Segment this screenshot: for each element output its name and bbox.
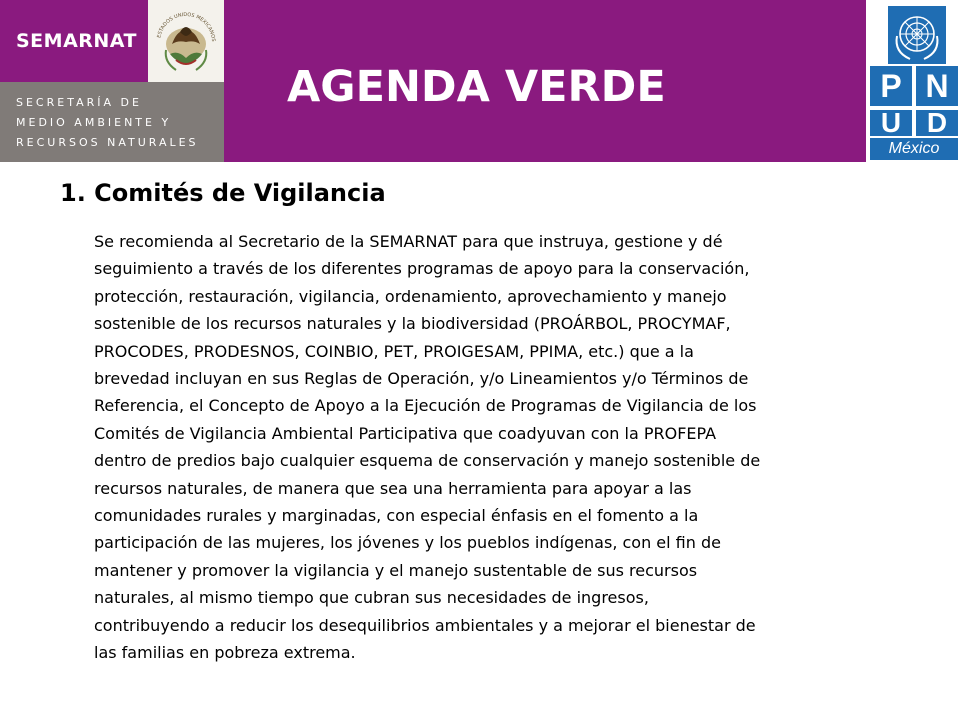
body-line: Comités de Vigilancia Ambiental Participativa que coadyuvan con la PROFEPA xyxy=(94,423,717,443)
semarnat-wordmark: SEMARNAT xyxy=(16,30,137,52)
pnud-letter-n: N xyxy=(916,66,958,106)
body-line: naturales, al mismo tiempo que cubran sus necesidades de ingresos, xyxy=(94,588,649,608)
body-line: dentro de predios bajo cualquier esquema de conservación y manejo sostenible de xyxy=(94,451,761,471)
eagle-seal-icon xyxy=(154,2,218,80)
un-emblem-icon xyxy=(888,6,946,64)
secretaria-line-1: SECRETARÍA DE xyxy=(16,96,142,109)
secretaria-line-2: MEDIO AMBIENTE Y xyxy=(16,116,172,129)
body-line: recursos naturales, de manera que sea una herramienta para apoyar a las xyxy=(94,478,692,498)
body-line: sostenible de los recursos naturales y la biodiversidad (PROÁRBOL, PROCYMAF, xyxy=(94,314,731,334)
body-line: participación de las mujeres, los jóvenes y los pueblos indígenas, con el fin de xyxy=(94,533,721,553)
mexican-seal xyxy=(148,0,224,82)
body-line: PROCODES, PRODESNOS, COINBIO, PET, PROIGESAM, PPIMA, etc.) que a la xyxy=(94,341,694,361)
page-title: AGENDA VERDE xyxy=(287,62,666,112)
body-line: contribuyendo a reducir los desequilibrios ambientales y a mejorar el bienestar de xyxy=(94,615,756,635)
body-line: comunidades rurales y marginadas, con especial énfasis en el fomento a la xyxy=(94,506,699,526)
secretaria-block xyxy=(0,82,224,162)
body-line: mantener y promover la vigilancia y el manejo sustentable de sus recursos xyxy=(94,560,698,580)
body-line: seguimiento a través de los diferentes programas de apoyo para la conservación, xyxy=(94,259,750,279)
section-heading: 1. Comités de Vigilancia xyxy=(60,179,386,207)
pnud-letter-u: U xyxy=(870,110,912,136)
body-line: Se recomienda al Secretario de la SEMARNAT para que instruya, gestione y dé xyxy=(94,232,723,251)
pnud-letter-d: D xyxy=(916,110,958,136)
body-line: protección, restauración, vigilancia, ordenamiento, aprovechamiento y manejo xyxy=(94,286,727,306)
pnud-logo xyxy=(864,0,960,162)
pnud-country: México xyxy=(870,138,958,160)
pnud-letter-grid xyxy=(870,66,958,162)
secretaria-line-3: RECURSOS NATURALES xyxy=(16,136,199,149)
body-line: brevedad incluyan en sus Reglas de Operación, y/o Lineamientos y/o Términos de xyxy=(94,369,749,389)
header-band xyxy=(0,0,960,162)
pnud-letter-p: P xyxy=(870,66,912,106)
body-line: Referencia, el Concepto de Apoyo a la Ejecución de Programas de Vigilancia de los xyxy=(94,396,757,416)
seal-text: ESTADOS UNIDOS MEXICANOS xyxy=(156,11,217,42)
semarnat-brand-block xyxy=(0,0,148,82)
body-line: las familias en pobreza extrema. xyxy=(94,643,356,663)
section-body xyxy=(94,228,912,667)
semarnat-logo xyxy=(0,0,224,162)
